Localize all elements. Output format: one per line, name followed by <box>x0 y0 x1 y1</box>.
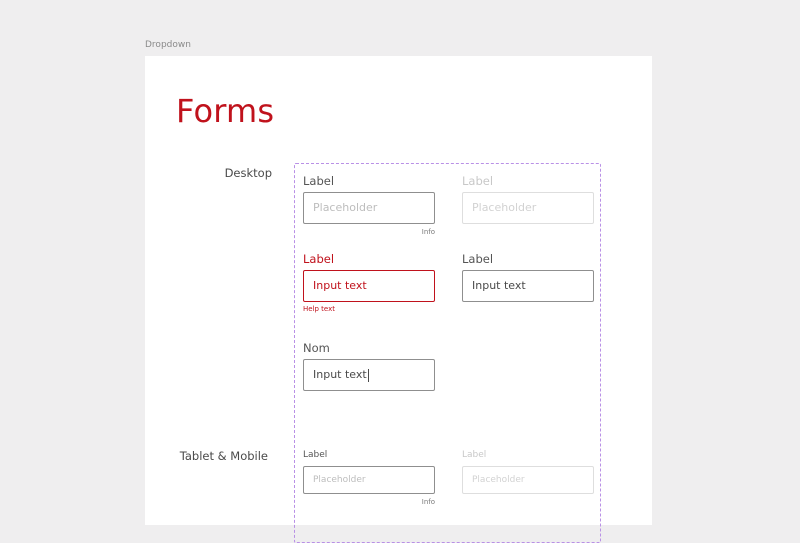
info-text: Info <box>421 228 435 236</box>
field-label: Label <box>462 450 487 460</box>
desktop-field-focused <box>303 341 435 391</box>
field-label: Label <box>303 450 328 460</box>
help-text: Help text <box>303 305 335 313</box>
desktop-field-filled <box>462 252 594 302</box>
page-title: Forms <box>176 92 275 130</box>
field-label: Label <box>462 174 494 188</box>
section-label-tablet-mobile: Tablet & Mobile <box>179 449 268 463</box>
forms-artboard <box>145 56 652 525</box>
mobile-field-disabled <box>462 448 594 494</box>
text-input-disabled: Placeholder <box>462 192 594 224</box>
text-input-default[interactable]: Placeholder <box>303 192 435 224</box>
input-value: Input text <box>313 368 367 381</box>
desktop-field-disabled <box>462 174 594 224</box>
info-text: Info <box>421 498 435 506</box>
field-label: Label <box>303 174 335 188</box>
text-input-focused[interactable] <box>303 359 435 391</box>
desktop-field-default <box>303 174 435 236</box>
frame-label: Dropdown <box>145 40 191 50</box>
field-label: Nom <box>303 341 330 355</box>
text-input-mobile-default[interactable]: Placeholder <box>303 466 435 494</box>
field-label: Label <box>462 252 494 266</box>
text-input-error[interactable]: Input text <box>303 270 435 302</box>
section-label-desktop: Desktop <box>224 166 272 180</box>
field-label: Label <box>303 252 335 266</box>
text-cursor <box>368 369 369 382</box>
text-input-filled[interactable]: Input text <box>462 270 594 302</box>
desktop-field-error <box>303 252 435 313</box>
text-input-mobile-disabled: Placeholder <box>462 466 594 494</box>
mobile-field-default <box>303 448 435 506</box>
